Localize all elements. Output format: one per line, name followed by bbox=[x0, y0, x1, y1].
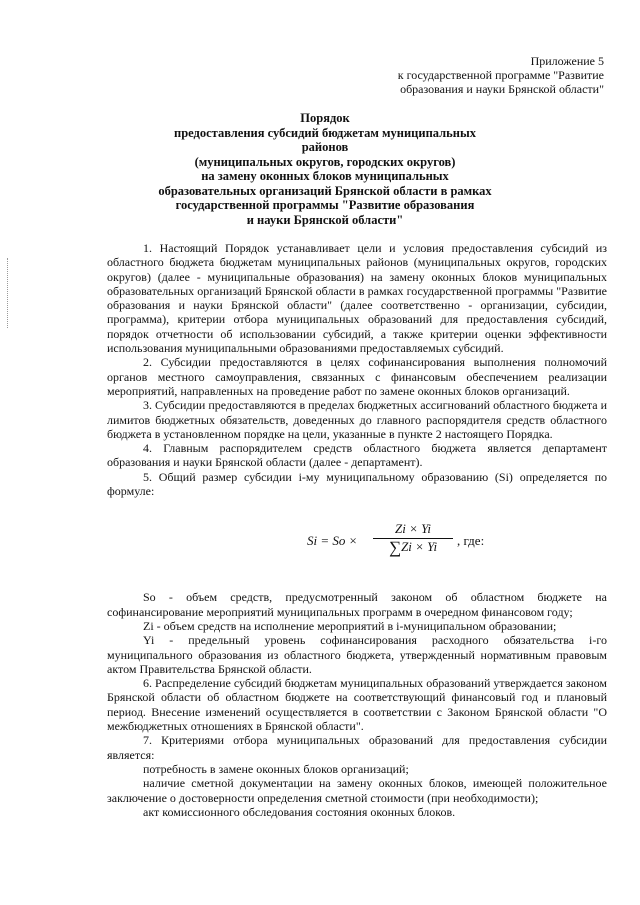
title-line: предоставления субсидий бюджетам муниципальных районов bbox=[174, 125, 476, 154]
appendix-line: Приложение 5 bbox=[530, 54, 604, 68]
formula-denominator: Zi × Yi bbox=[401, 538, 438, 554]
title-line: Порядок bbox=[300, 111, 350, 125]
title-line: и науки Брянской области" bbox=[246, 212, 404, 227]
formula-fraction bbox=[373, 522, 453, 555]
title-line: на замену оконных блоков муниципальных bbox=[201, 169, 449, 183]
paragraph-7: 7. Критериями отбора муниципальных образований для предоставления субсидии является: bbox=[107, 733, 607, 762]
formula-denominator-wrap bbox=[373, 539, 453, 555]
formula-tail: , где: bbox=[457, 533, 485, 549]
definition-so: So - объем средств, предусмотренный законом об областном бюджете на софинансирование мероприятий муниципальных программ в очередном финансовом году; bbox=[107, 590, 607, 619]
definition-zi: Zi - объем средств на исполнение мероприятий в i-муниципальном образовании; bbox=[143, 618, 557, 633]
paragraph-1: 1. Настоящий Порядок устанавливает цели и условия предоставления субсидий из областного бюджета бюджетам муниципальных районов (муниципальных округов, городских округов) (далее - муниципальные образования) на замену оконных блоков муниципальных образовательных организаций Брянской области в рамках государственной программы "Развитие образования и науки Брянской области" (далее соответственно - организации, субсидии, программа), критерии отбора муниципальных образований для предоставления субсидий, порядок отчетности об использовании субсидий, а также критерии оценки эффективности использования муниципальными образованиями предоставляемых субсидий. bbox=[107, 241, 607, 356]
appendix-line: к государственной программе "Развитие bbox=[397, 68, 604, 82]
definition-yi: Yi - предельный уровень софинансирования расходного обязательства i-го муниципального образования из областного бюджета, утвержденный нормативным правовым актом Правительства Брянской области. bbox=[107, 633, 607, 676]
paragraph-2: 2. Субсидии предоставляются в целях софинансирования выполнения полномочий органов местного самоуправления, связанных с финансовым обеспечением реализации мероприятий, направленных на проведение работ по замене оконных блоков организаций. bbox=[107, 355, 607, 398]
title-line: (муниципальных округов, городских округов) bbox=[194, 154, 456, 169]
criterion-1: потребность в замене оконных блоков организаций; bbox=[143, 761, 409, 776]
title-line: государственной программы "Развитие образования bbox=[175, 198, 475, 212]
formula-numerator: Zi × Yi bbox=[373, 522, 453, 538]
paragraph-4: 4. Главным распорядителем средств областного бюджета является департамент образования и науки Брянской области (далее - департамент). bbox=[107, 441, 607, 470]
formula-lhs: Si = So × bbox=[307, 533, 358, 549]
title-line: образовательных организаций Брянской области в рамках bbox=[158, 183, 492, 198]
sum-sign: ∑ bbox=[388, 537, 402, 557]
criterion-3: акт комиссионного обследования состояния оконных блоков. bbox=[143, 804, 456, 819]
document-body bbox=[107, 241, 607, 819]
scan-margin-marks bbox=[7, 258, 10, 328]
appendix-line: образования и науки Брянской области" bbox=[400, 82, 604, 96]
appendix-header bbox=[354, 54, 604, 96]
subsidy-formula bbox=[107, 522, 607, 562]
paragraph-3: 3. Субсидии предоставляются в пределах бюджетных ассигнований областного бюджета и лимитов бюджетных обязательств, доведенных до главного распорядителя средств областного бюджета в установленном порядке на цели, указанные в пункте 2 настоящего Порядка. bbox=[107, 398, 607, 441]
paragraph-6: 6. Распределение субсидий бюджетам муниципальных образований утверждается законом Брянской области об областном бюджете на соответствующий финансовый год и плановый период. Внесение изменений осуществляется в соответствии с Законом Брянской области "О межбюджетных отношениях в Брянской области". bbox=[107, 676, 607, 734]
document-title bbox=[150, 111, 500, 227]
paragraph-5: 5. Общий размер субсидии i-му муниципальному образованию (Si) определяется по формуле: bbox=[107, 469, 607, 499]
criterion-2: наличие сметной документации на замену оконных блоков, имеющей положительное заключение о достоверности определения сметной стоимости (при необходимости); bbox=[107, 776, 607, 805]
